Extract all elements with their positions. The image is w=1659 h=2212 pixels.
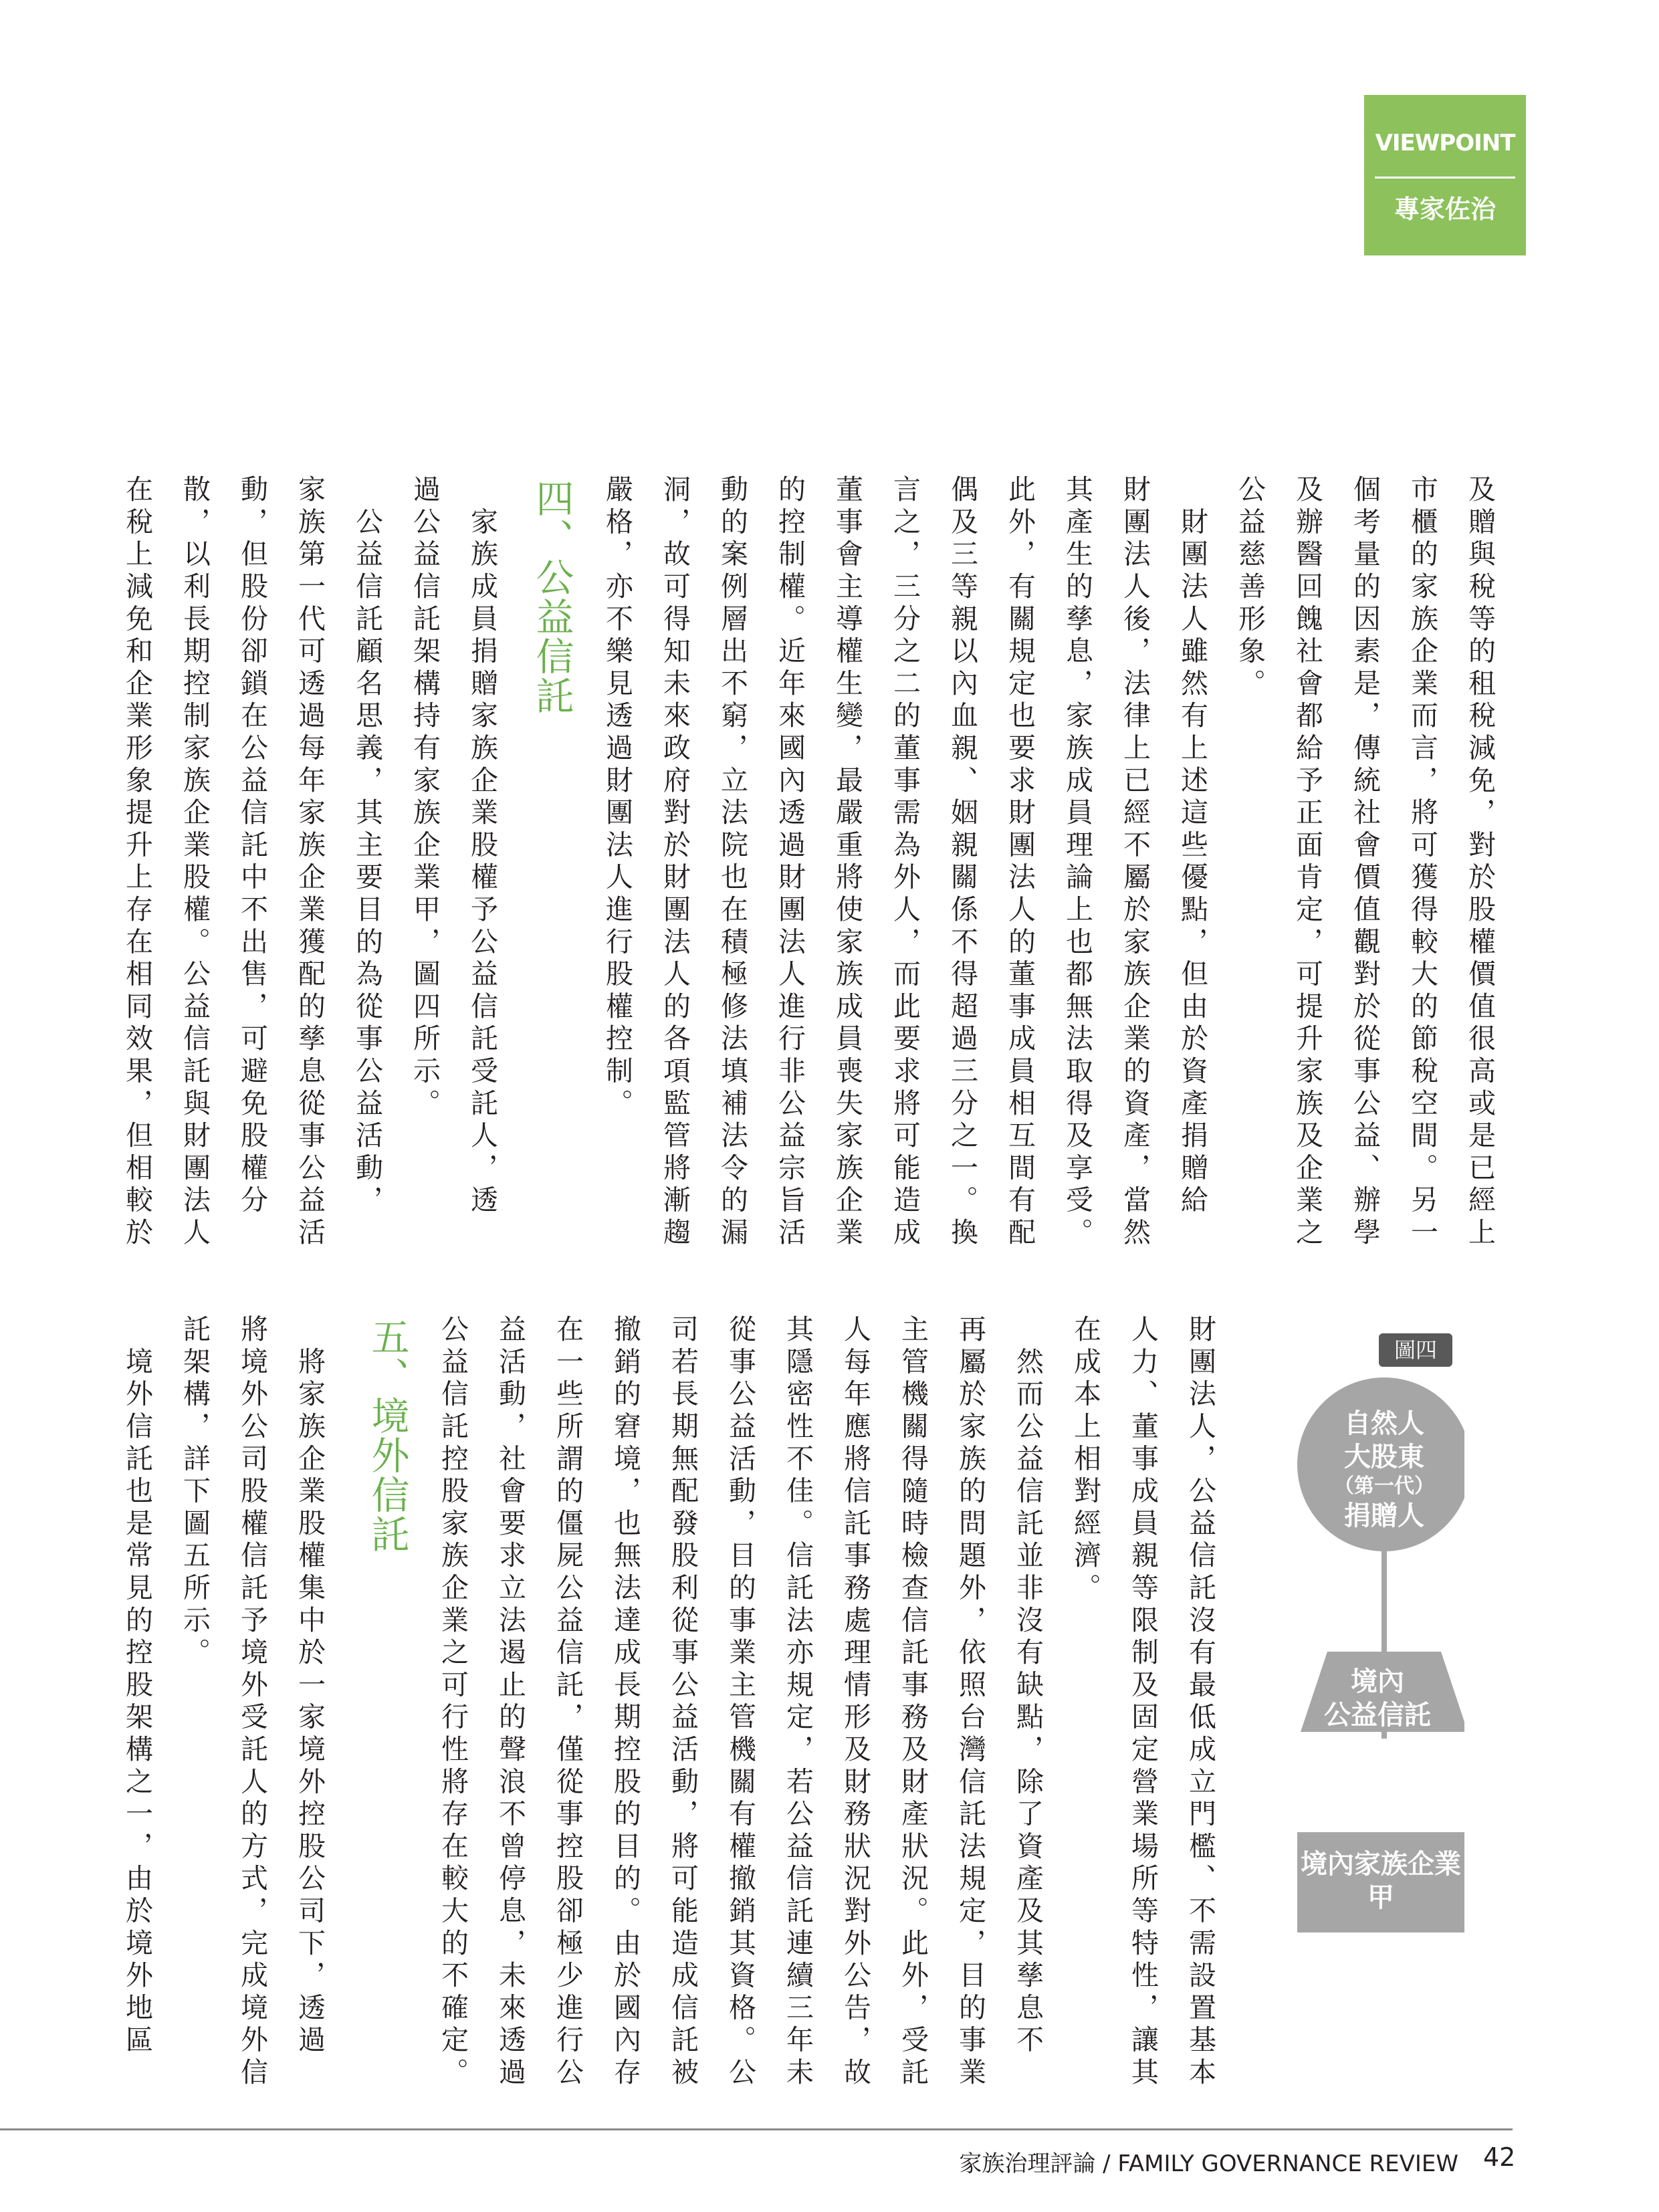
text-column: 洞，故可得知未來政府對於財團法人的各項監管將漸趨 xyxy=(659,475,691,1250)
journal-name: 家族治理評論 / FAMILY GOVERNANCE REVIEW xyxy=(959,2150,1458,2177)
text-column: 將家族企業股權集中於一家境外控股公司下，透過 xyxy=(294,1315,326,2058)
text-column: 在一些所謂的僵屍公益信託，僅從事控股卻極少進行公 xyxy=(552,1315,584,2090)
text-column: 司若長期無配發股利從事公益活動，將可能造成信託被 xyxy=(667,1315,699,2090)
badge-english: VIEWPOINT xyxy=(1375,130,1515,156)
figure-label: 圖四 xyxy=(1379,1333,1452,1367)
text-column: 境外信託也是常見的控股架構之一，由於境外地區 xyxy=(121,1315,153,2058)
text-column: 個考量的因素是，傳統社會價值觀對於從事公益、辦學 xyxy=(1349,475,1381,1250)
text-column: 然而公益信託並非沒有缺點，除了資產及其孳息不 xyxy=(1012,1315,1044,2058)
text-column: 託架構，詳下圖五所示。 xyxy=(179,1315,211,1670)
trust-label: 境內 公益信託 xyxy=(1324,1666,1431,1731)
text-column: 再屬於家族的問題外，依照台灣信託法規定，目的事業 xyxy=(954,1315,986,2090)
page-number: 42 xyxy=(1483,2142,1516,2172)
text-column: 財團法人，公益信託沒有最低成立門檻、不需設置基本 xyxy=(1184,1315,1216,2090)
text-column: 人每年應將信託事務處理情形及財務狀況對外公告，故 xyxy=(839,1315,871,2090)
text-column: 在成本上相對經濟。 xyxy=(1069,1315,1101,1606)
company-label: 境內家族企業 甲 xyxy=(1301,1849,1461,1913)
text-column: 市櫃的家族企業而言，將可獲得較大的節稅空間。另一 xyxy=(1406,475,1438,1250)
section-heading-4: 四、公益信託 xyxy=(530,479,574,715)
footer-divider xyxy=(0,2128,1513,2130)
text-column: 財團法人雖然有上述這些優點，但由於資產捐贈給 xyxy=(1176,475,1208,1218)
text-column: 及辦醫回餽社會都給予正面肯定，可提升家族及企業之 xyxy=(1291,475,1323,1250)
text-column: 人力、董事成員親等限制及固定營業場所等特性，讓其 xyxy=(1127,1315,1159,2090)
text-column: 的控制權。近年來國內透過財團法人進行非公益宗旨活 xyxy=(774,475,806,1250)
text-column: 其產生的孳息，家族成員理論上也都無法取得及享受。 xyxy=(1061,475,1093,1250)
text-column: 其隱密性不佳。信託法亦規定，若公益信託連續三年未 xyxy=(782,1315,814,2090)
badge-divider xyxy=(1375,177,1515,179)
text-column: 及贈與稅等的租稅減免，對於股權價值很高或是已經上 xyxy=(1464,475,1496,1250)
badge-chinese: 專家佐治 xyxy=(1394,195,1496,224)
text-column: 益活動，社會要求立法遏止的聲浪不曾停息，未來透過 xyxy=(494,1315,526,2090)
text-column: 董事會主導權生變，最嚴重將使家族成員喪失家族企業 xyxy=(831,475,863,1250)
text-column: 將境外公司股權信託予境外受託人的方式，完成境外信 xyxy=(236,1315,268,2090)
text-column: 偶及三等親以內血親、姻親關係不得超過三分之一。換 xyxy=(946,475,978,1250)
text-column: 嚴格，亦不樂見透過財團法人進行股權控制。 xyxy=(601,475,633,1121)
text-column: 動，但股份卻鎖在公益信託中不出售，可避免股權分 xyxy=(236,475,268,1218)
text-column: 從事公益活動，目的事業主管機關有權撤銷其資格。公 xyxy=(724,1315,756,2090)
text-column: 公益信託控股家族企業之可行性將存在較大的不確定。 xyxy=(437,1315,469,2090)
text-column: 動的案例層出不窮，立法院也在積極修法填補法令的漏 xyxy=(716,475,748,1250)
text-column: 在稅上減免和企業形象提升上存在相同效果，但相較於 xyxy=(121,475,153,1250)
text-column: 撤銷的窘境，也無法達成長期控股的目的。由於國內存 xyxy=(609,1315,641,2090)
text-column: 家族第一代可透過每年家族企業獲配的孳息從事公益活 xyxy=(294,475,326,1250)
text-column: 公益信託顧名思義，其主要目的為從事公益活動， xyxy=(351,475,383,1218)
text-column: 主管機關得隨時檢查信託事務及財產狀況。此外，受託 xyxy=(897,1315,929,2090)
text-column: 散，以利長期控制家族企業股權。公益信託與財團法人 xyxy=(179,475,211,1250)
donor-label: 自然人 大股東 （第一代） 捐贈人 xyxy=(1334,1408,1434,1531)
text-column: 過公益信託架構持有家族企業甲，圖四所示。 xyxy=(409,475,441,1121)
section-heading-5: 五、境外信託 xyxy=(365,1317,409,1554)
section-badge xyxy=(1364,95,1526,255)
text-column: 財團法人後，法律上已經不屬於家族企業的資產，當然 xyxy=(1119,475,1151,1250)
text-column: 此外，有關規定也要求財團法人的董事成員相互間有配 xyxy=(1004,475,1036,1250)
text-column: 家族成員捐贈家族企業股權予公益信託受託人，透 xyxy=(466,475,498,1218)
text-column: 言之，三分之二的董事需為外人，而此要求將可能造成 xyxy=(889,475,921,1250)
text-column: 公益慈善形象。 xyxy=(1234,475,1266,701)
